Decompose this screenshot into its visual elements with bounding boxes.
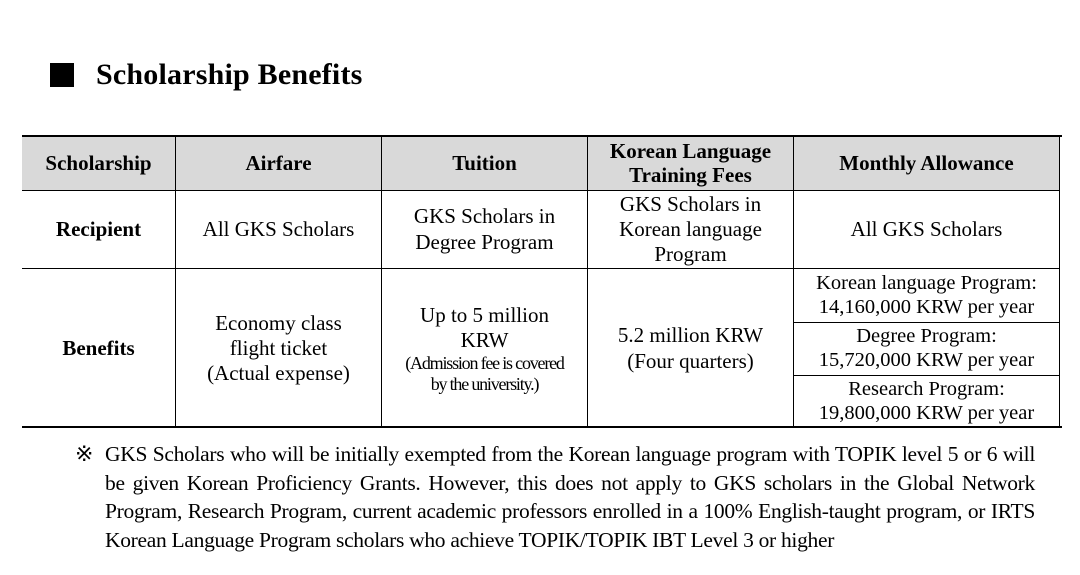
benefits-airfare-line1: Economy class bbox=[215, 310, 342, 335]
recipient-korean-line3: Program bbox=[654, 241, 727, 266]
benefits-tuition-line2: KRW bbox=[460, 327, 509, 352]
recipient-tuition-line2: Degree Program bbox=[415, 229, 554, 254]
recipient-korean bbox=[588, 191, 793, 268]
table-right-border bbox=[1059, 137, 1060, 428]
allowance-research-program bbox=[794, 376, 1059, 428]
header-korean-fees-line1: Korean Language bbox=[609, 138, 772, 163]
benefits-airfare-line3: (Actual expense) bbox=[207, 361, 350, 386]
benefits-korean-line1: 5.2 million KRW bbox=[617, 323, 764, 348]
section-heading bbox=[50, 58, 363, 92]
allowance-research-program-line1: Research Program: bbox=[848, 378, 1005, 401]
benefits-tuition-note-line1: (Admission fee is covered bbox=[405, 353, 564, 373]
header-scholarship: Scholarship bbox=[45, 150, 152, 175]
benefits-airfare-line2: flight ticket bbox=[229, 335, 328, 360]
allowance-degree-program bbox=[794, 323, 1059, 375]
benefits-korean-line2: (Four quarters) bbox=[627, 348, 754, 373]
reference-mark-icon: ※ bbox=[75, 441, 94, 466]
benefits-tuition bbox=[382, 269, 587, 428]
recipient-korean-line2: Korean language bbox=[619, 217, 762, 242]
row-label-benefits: Benefits bbox=[62, 335, 135, 360]
footnote-text: GKS Scholars who will be initially exempted from the Korean language program with TOPIK level 5 or 6 will be given Korean Proficiency Grants. However, this does not apply to GKS scholars in the Global Network Program, Research Program, current academic professors enrolled in a 100% English-taught program, or IRTS Korean Language Program scholars who achieve TOPIK/TOPIK IBT Level 3 or higher bbox=[105, 442, 1035, 552]
allowance-korean-program-line1: Korean language Program: bbox=[816, 271, 1037, 294]
section-title: Scholarship Benefits bbox=[96, 58, 363, 91]
allowance-korean-program-line2: 14,160,000 KRW per year bbox=[818, 295, 1035, 318]
benefits-tuition-line1: Up to 5 million bbox=[420, 302, 549, 327]
footnote bbox=[75, 440, 1035, 554]
allowance-korean-program bbox=[794, 269, 1059, 322]
header-korean-fees-line2: Training Fees bbox=[629, 162, 752, 187]
square-bullet-icon bbox=[50, 63, 74, 87]
recipient-airfare: All GKS Scholars bbox=[202, 216, 355, 241]
recipient-korean-line1: GKS Scholars in bbox=[619, 192, 762, 217]
allowance-research-program-line2: 19,800,000 KRW per year bbox=[818, 402, 1035, 424]
header-korean-fees bbox=[588, 137, 793, 190]
allowance-degree-program-line2: 15,720,000 KRW per year bbox=[818, 349, 1035, 371]
recipient-allowance: All GKS Scholars bbox=[850, 216, 1003, 241]
benefits-korean bbox=[588, 269, 793, 428]
recipient-tuition bbox=[382, 191, 587, 268]
allowance-degree-program-line1: Degree Program: bbox=[856, 325, 997, 348]
row-label-recipient: Recipient bbox=[55, 216, 142, 241]
header-airfare: Airfare bbox=[245, 150, 312, 175]
benefits-tuition-note-line2: by the university.) bbox=[430, 373, 539, 394]
header-tuition: Tuition bbox=[452, 150, 517, 175]
benefits-airfare bbox=[176, 269, 381, 428]
benefits-table bbox=[22, 135, 1062, 428]
recipient-tuition-line1: GKS Scholars in bbox=[413, 204, 556, 229]
header-allowance: Monthly Allowance bbox=[839, 150, 1014, 175]
